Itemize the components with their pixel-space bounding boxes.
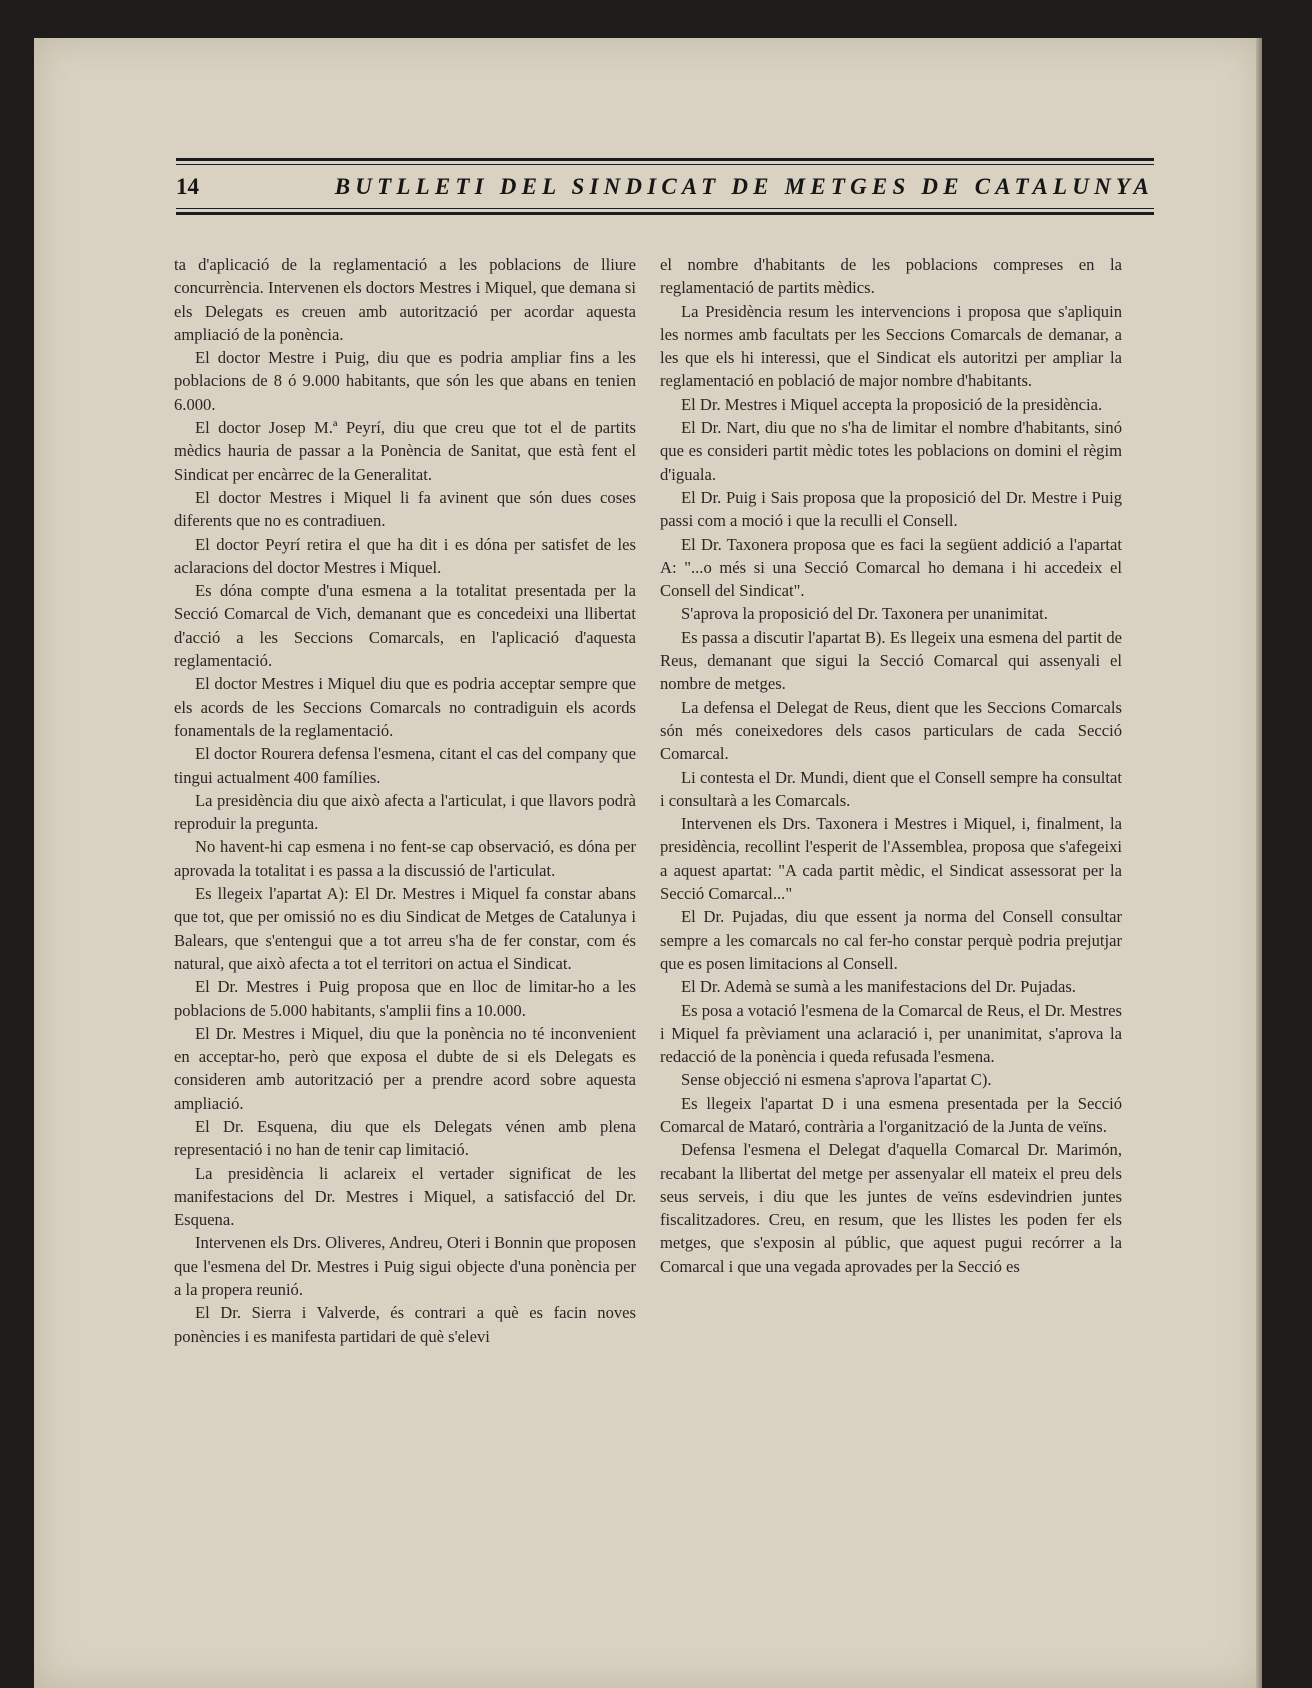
paragraph: El doctor Rourera defensa l'esmena, citant el cas del company que tingui actualment 400 famílies. [174,744,636,787]
paragraph: Es dóna compte d'una esmena a la totalitat presentada per la Secció Comarcal de Vich, demanant que es concedeixi una llibertat d'acció a les Seccions Comarcals, en l'aplicació d'aquesta reglamentació. [174,581,636,671]
paragraph: El Dr. Nart, diu que no s'ha de limitar el nombre d'habitants, sinó que es consideri partit mèdic totes les poblacions on domini el règim d'iguala. [660,418,1122,484]
paragraph: El Dr. Taxonera proposa que es faci la següent addició a l'apartat A: "...o més si una Secció Comarcal ho demana i hi accedeix el Consell del Sindicat". [660,534,1122,601]
paragraph: Es passa a discutir l'apartat B). Es llegeix una esmena del partit de Reus, demanant que sigui la Secció Comarcal qui assenyali el nombre de metges. [660,627,1122,694]
paragraph: el nombre d'habitants de les poblacions compreses en la reglamentació de partits mèdics. [660,255,1122,298]
paragraph: No havent-hi cap esmena i no fent-se cap observació, es dóna per aprovada la totalitat i es passa a la discussió de l'articulat. [174,837,636,880]
header-bottom-rule-thin [176,208,1154,209]
paragraph: El doctor Mestres i Miquel diu que es podria acceptar sempre que els acords de les Seccions Comarcals no contradiguin els acords fonamentals de la reglamentació. [174,674,636,740]
paragraph: Intervenen els Drs. Oliveres, Andreu, Oteri i Bonnin que proposen que l'esmena del Dr. Mestres i Puig sigui objecte d'una ponència per a la propera reunió. [174,1233,636,1300]
paragraph: S'aprova la proposició del Dr. Taxonera per unanimitat. [681,604,1048,624]
paragraph: ta d'aplicació de la reglamentació a les poblacions de lliure concurrència. Intervenen els doctors Mestres i Miquel, que demana si els Delegats es creuen amb autorització per acordar aquesta ampliació de la ponència. [174,255,636,344]
paragraph: Es llegeix l'apartat D i una esmena presentada per la Secció Comarcal de Mataró, contrària a l'organització de la Junta de veïns. [660,1093,1122,1136]
paragraph: La presidència diu que això afecta a l'articulat, i que llavors podrà reproduir la pregunta. [174,790,636,834]
left-column [174,253,636,1348]
right-column [660,253,1122,1278]
paragraph: El doctor Mestre i Puig, diu que es podria ampliar fins a les poblacions de 8 ó 9.000 habitants, que són les que abans en tenien 6.000. [174,348,636,414]
paragraph: La Presidència resum les intervencions i proposa que s'apliquin les normes amb facultats per les Seccions Comarcals de demanar, a les que els hi interessi, que el Sindicat els autoritzi per ampliar la reglamentació en població de major nombre d'habitants. [660,301,1122,391]
paragraph: Defensa l'esmena el Delegat d'aquella Comarcal Dr. Marimón, recabant la llibertat del metge per assenyalar ell mateix el preu dels seus serveis, i diu que les juntes de veïns esdevindrien juntes fiscalitzadores. Creu, en resum, que les llistes les poden fer els metges, que s'exposin al públic, que aquest pugui recórrer a la Comarcal i que una vegada aprovades per la Secció es [660,1140,1122,1276]
running-header [176,158,1154,215]
paragraph: La defensa el Delegat de Reus, dient que les Seccions Comarcals són més coneixedores dels casos particulars de cada Secció Comarcal. [660,697,1122,764]
paragraph: El doctor Peyrí retira el que ha dit i es dóna per satisfet de les aclaracions del doctor Mestres i Miquel. [174,534,636,577]
paragraph: La presidència li aclareix el vertader significat de les manifestacions del Dr. Mestres i Miquel, a satisfacció del Dr. Esquena. [174,1163,636,1230]
paragraph: El doctor Mestres i Miquel li fa avinent que són dues coses diferents que no es contradiuen. [174,487,636,531]
header-top-rule [176,158,1154,161]
paragraph: Li contesta el Dr. Mundi, dient que el Consell sempre ha consultat i consultarà a les Comarcals. [660,767,1122,810]
header-top-rule-thin [176,164,1154,165]
publication-title: BUTLLETI DEL SINDICAT DE METGES DE CATALUNYA [334,174,1154,199]
paragraph: Sense objecció ni esmena s'aprova l'apartat C). [681,1070,992,1090]
paragraph: Es posa a votació l'esmena de la Comarcal de Reus, el Dr. Mestres i Miquel fa prèviament una aclaració i, per unanimitat, s'aprova la redacció de la ponència i queda refusada l'esmena. [660,1000,1122,1067]
paragraph: El Dr. Esquena, diu que els Delegats vénen amb plena representació i no han de tenir cap limitació. [174,1116,636,1160]
header-bottom-rule [176,212,1154,215]
paragraph: El Dr. Mestres i Miquel accepta la proposició de la presidència. [681,394,1103,414]
paragraph: El Dr. Mestres i Miquel, diu que la ponència no té inconvenient en acceptar-ho, però que exposa el dubte de si els Delegats es consideren amb autorització per a prendre acord sobre aquesta ampliació. [174,1023,636,1113]
header-line [176,174,1154,200]
paragraph: El Dr. Sierra i Valverde, és contrari a què es facin noves ponències i es manifesta partidari de què s'elevi [174,1303,636,1346]
paragraph: El Dr. Mestres i Puig proposa que en lloc de limitar-ho a les poblacions de 5.000 habitants, s'amplii fins a 10.000. [174,977,636,1020]
paragraph: El Dr. Pujadas, diu que essent ja norma del Consell consultar sempre a les comarcals no cal fer-ho constar perquè podria prejutjar que es posen limitacions al Consell. [660,907,1122,973]
paragraph: Es llegeix l'apartat A): El Dr. Mestres i Miquel fa constar abans que tot, que per omissió no es diu Sindicat de Metges de Catalunya i Balears, que s'entengui que a tot arreu s'ha de fer constar, com és natural, que això afecta a tot el territori on actua el Sindicat. [174,884,636,973]
paragraph: Intervenen els Drs. Taxonera i Mestres i Miquel, i, finalment, la presidència, recollint l'esperit de l'Assemblea, proposa que s'afegeixi a aquest apartat: "A cada partit mèdic, el Sindicat assessorat per la Secció Comarcal..." [660,814,1122,904]
paragraph: El doctor Josep M.ª Peyrí, diu que creu que tot el de partits mèdics hauria de passar a la Ponència de Sanitat, que està fent el Sindicat per encàrrec de la Generalitat. [174,418,636,484]
page-edge [1256,38,1262,1688]
paragraph: El Dr. Puig i Sais proposa que la proposició del Dr. Mestre i Puig passi com a moció i que la reculli el Consell. [660,487,1122,531]
page-number: 14 [176,174,199,199]
paragraph: El Dr. Ademà se sumà a les manifestacions del Dr. Pujadas. [681,977,1076,997]
